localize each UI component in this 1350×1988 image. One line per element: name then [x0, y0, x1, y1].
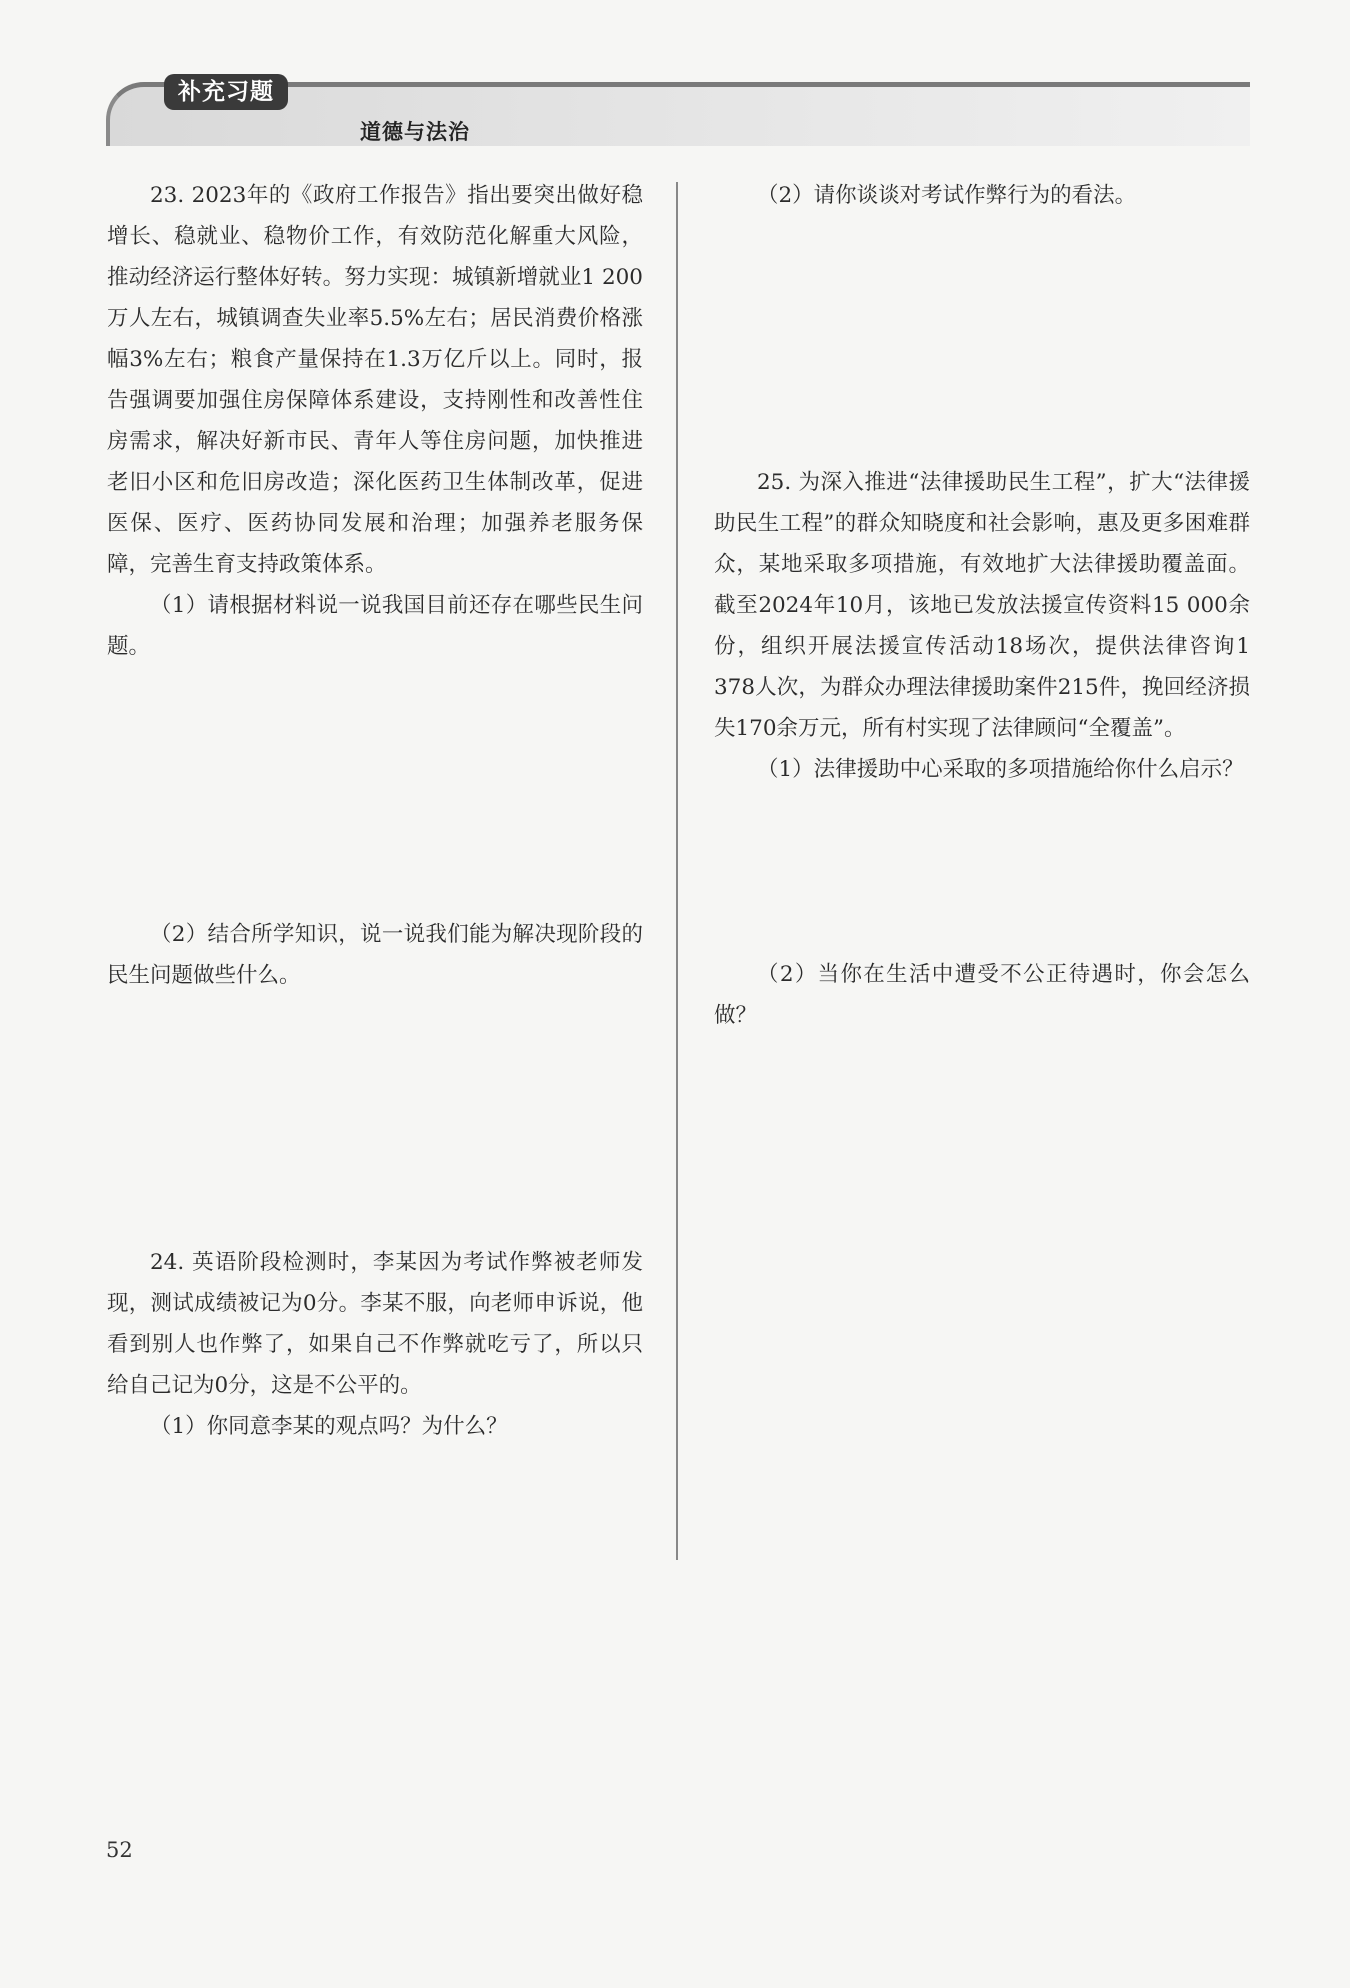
- answer-space[interactable]: [714, 216, 1250, 462]
- question-25-material: 25. 为深入推进“法律援助民生工程”，扩大“法律援助民生工程”的群众知晓度和社会影响，惠及更多困难群众，某地采取多项措施，有效地扩大法律援助覆盖面。截至2024年10月，该地已发放法援宣传资料15 000余份，组织开展法援宣传活动18场次，提供法律咨询1 378人次，为群众办理法律援助案件215件，挽回经济损失170余万元，所有村实现了法律顾问“全覆盖”。: [714, 470, 1250, 741]
- question-25-part-2: （2）当你在生活中遭受不公正待遇时，你会怎么做？: [714, 962, 1250, 1028]
- left-column: [107, 175, 643, 1447]
- question-23-material: 23. 2023年的《政府工作报告》指出要突出做好稳增长、稳就业、稳物价工作，有效防范化解重大风险，推动经济运行整体好转。努力实现：城镇新增就业1 200万人左右，城镇调查失业率5.5%左右；居民消费价格涨幅3%左右；粮食产量保持在1.3万亿斤以上。同时，报告强调要加强住房保障体系建设，支持刚性和改善性住房需求，解决好新市民、青年人等住房问题，加快推进老旧小区和危旧房改造；深化医药卫生体制改革，促进医保、医疗、医药协同发展和治理；加强养老服务保障，完善生育支持政策体系。: [107, 183, 643, 577]
- question-24-material: 24. 英语阶段检测时，李某因为考试作弊被老师发现，测试成绩被记为0分。李某不服，向老师申诉说，他看到别人也作弊了，如果自己不作弊就吃亏了，所以只给自己记为0分，这是不公平的。: [107, 1250, 643, 1398]
- subject-title: 道德与法治: [360, 120, 470, 144]
- question-25-part-1: （1）法律援助中心采取的多项措施给你什么启示？: [757, 757, 1244, 782]
- answer-space[interactable]: [107, 667, 643, 914]
- question-23-part-1: （1）请根据材料说一说我国目前还存在哪些民生问题。: [107, 593, 643, 659]
- column-divider: [676, 182, 678, 1560]
- question-24-part-1: （1）你同意李某的观点吗？为什么？: [150, 1414, 508, 1439]
- right-column: [714, 175, 1250, 1036]
- section-tab: 补充习题: [164, 74, 288, 110]
- answer-space[interactable]: [714, 790, 1250, 954]
- answer-space[interactable]: [107, 996, 643, 1242]
- page-number: 52: [106, 1838, 133, 1862]
- question-23-part-2: （2）结合所学知识，说一说我们能为解决现阶段的民生问题做些什么。: [107, 922, 643, 988]
- question-24-part-2: （2）请你谈谈对考试作弊行为的看法。: [757, 183, 1137, 208]
